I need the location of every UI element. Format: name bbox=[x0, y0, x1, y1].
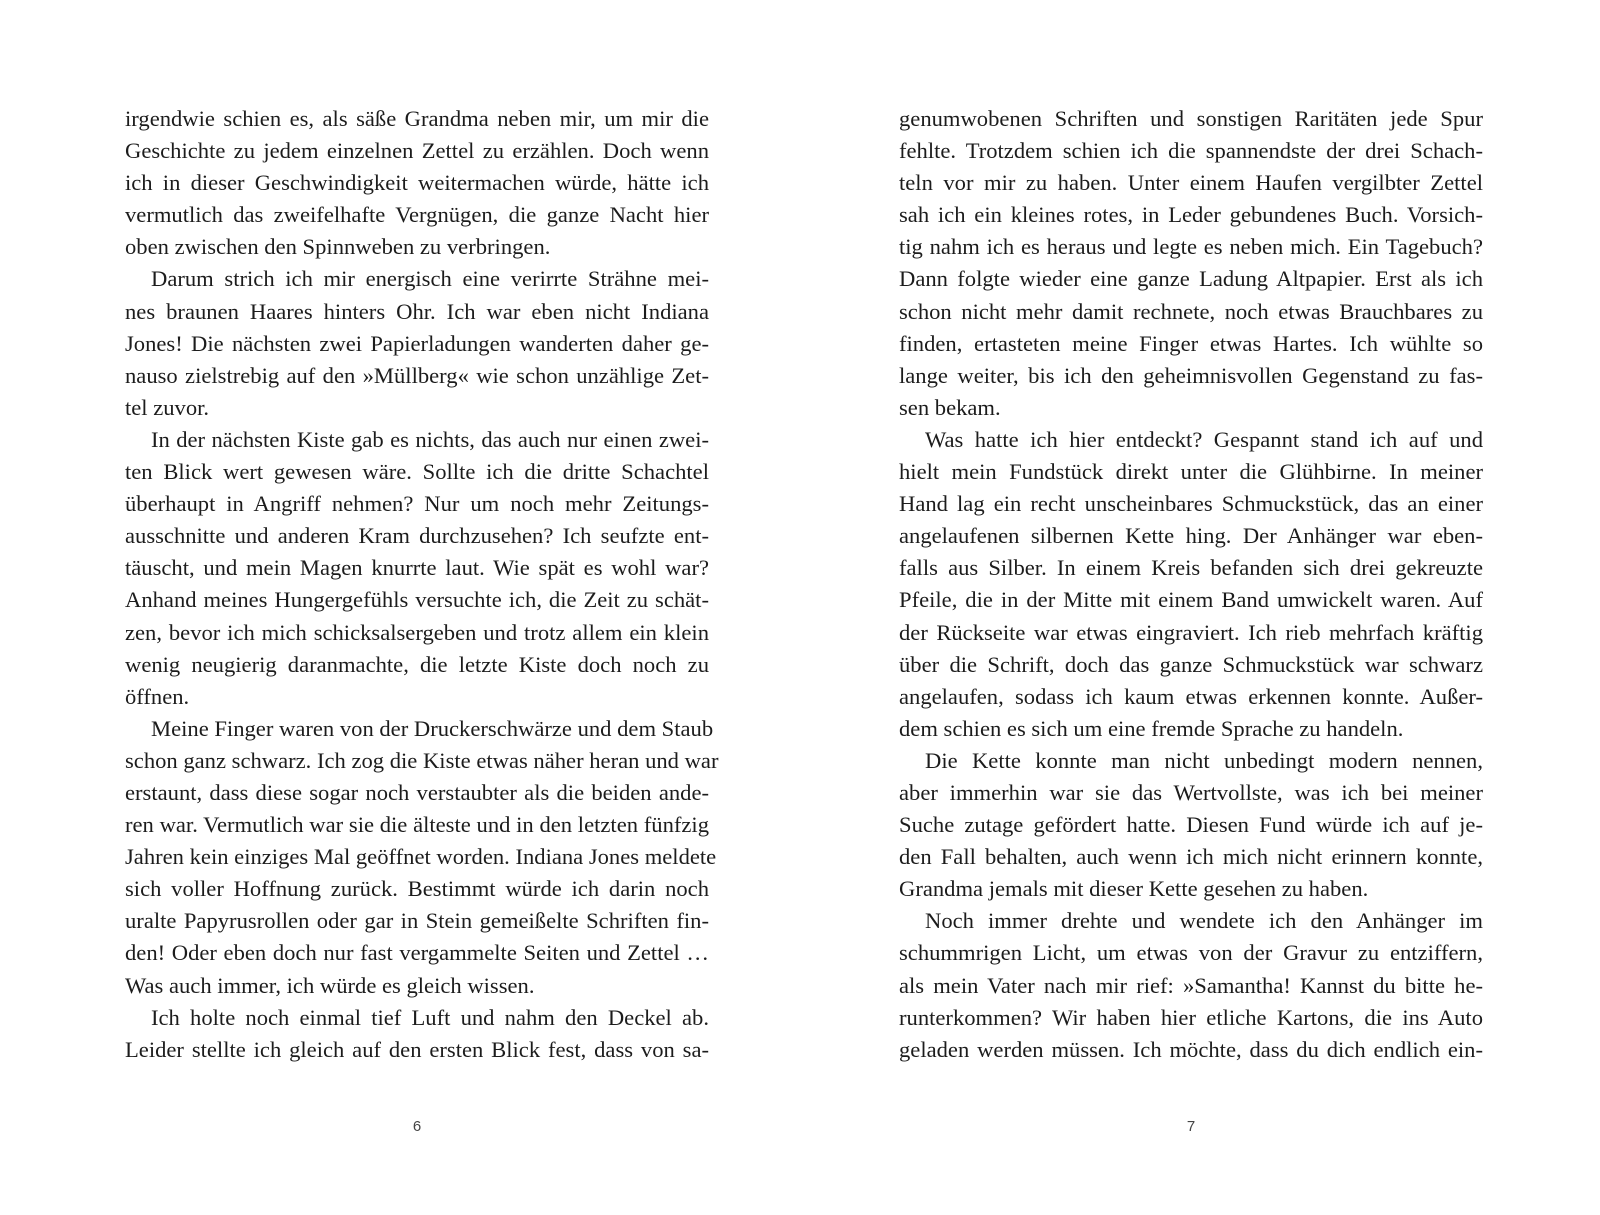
text-line: schon nicht mehr damit rechnete, noch etwas Brauchbares zu bbox=[899, 298, 1483, 324]
text-line: angelaufen, sodass ich kaum etwas erkennen konnte. Außer- bbox=[899, 683, 1483, 709]
text-line: täuscht, und mein Magen knurrte laut. Wie spät es wohl war? bbox=[125, 555, 709, 581]
text-line: Was hatte ich hier entdeckt? Gespannt stand ich auf und bbox=[925, 426, 1483, 452]
text-line: oben zwischen den Spinnweben zu verbringen. bbox=[125, 234, 551, 260]
text-line: geladen werden müssen. Ich möchte, dass du dich endlich ein- bbox=[899, 1036, 1483, 1062]
text-line: uralte Papyrusrollen oder gar in Stein gemeißelte Schriften fin- bbox=[125, 908, 709, 934]
text-line: Dann folgte wieder eine ganze Ladung Altpapier. Erst als ich bbox=[899, 266, 1483, 292]
text-line: hielt mein Fundstück direkt unter die Glühbirne. In meiner bbox=[899, 459, 1483, 485]
text-line: runterkommen? Wir haben hier etliche Kartons, die ins Auto bbox=[899, 1004, 1483, 1030]
text-line: Pfeile, die in der Mitte mit einem Band umwickelt waren. Auf bbox=[899, 587, 1483, 613]
text-line: genumwobenen Schriften und sonstigen Raritäten jede Spur bbox=[899, 106, 1483, 131]
text-line: Die Kette konnte man nicht unbedingt modern nennen, bbox=[925, 747, 1483, 773]
text-line: Was auch immer, ich würde es gleich wissen. bbox=[125, 972, 535, 998]
text-line: aber immerhin war sie das Wertvollste, was ich bei meiner bbox=[899, 779, 1483, 805]
text-line: ten Blick wert gewesen wäre. Sollte ich die dritte Schachtel bbox=[125, 459, 709, 485]
text-line: teln vor mir zu haben. Unter einem Haufen vergilbter Zettel bbox=[899, 170, 1483, 196]
text-line: ren war. Vermutlich war sie die älteste und in den letzten fünfzig bbox=[125, 812, 709, 838]
page-number-left: 6 bbox=[412, 1118, 422, 1135]
page-number-right: 7 bbox=[1186, 1118, 1196, 1135]
text-line: In der nächsten Kiste gab es nichts, das auch nur einen zwei- bbox=[151, 426, 709, 452]
text-line: finden, ertasteten meine Finger etwas Hartes. Ich wühlte so bbox=[899, 330, 1483, 356]
text-line: tel zuvor. bbox=[125, 394, 210, 420]
text-line: über die Schrift, doch das ganze Schmuckstück war schwarz bbox=[899, 651, 1483, 677]
text-line: den! Oder eben doch nur fast vergammelte Seiten und Zettel … bbox=[125, 940, 709, 966]
text-line: Grandma jemals mit dieser Kette gesehen zu haben. bbox=[899, 876, 1369, 902]
text-line: als mein Vater nach mir rief: »Samantha! Kannst du bitte he- bbox=[899, 972, 1483, 998]
text-line: Darum strich ich mir energisch eine verirrte Strähne mei- bbox=[151, 266, 709, 292]
text-line: Leider stellte ich gleich auf den ersten Blick fest, dass von sa- bbox=[125, 1036, 709, 1062]
text-line: überhaupt in Angriff nehmen? Nur um noch mehr Zeitungs- bbox=[125, 491, 709, 517]
text-line: Hand lag ein recht unscheinbares Schmuckstück, das an einer bbox=[899, 491, 1483, 517]
text-line: erstaunt, dass diese sogar noch verstaubter als die beiden ande- bbox=[125, 779, 709, 805]
text-line: angelaufenen silbernen Kette hing. Der Anhänger war eben- bbox=[899, 523, 1483, 549]
text-line: sich voller Hoffnung zurück. Bestimmt würde ich darin noch bbox=[125, 876, 709, 902]
text-line: der Rückseite war etwas eingraviert. Ich rieb mehrfach kräftig bbox=[899, 619, 1483, 645]
text-line: Suche zutage gefördert hatte. Diesen Fund würde ich auf je- bbox=[899, 812, 1483, 838]
text-line: Jahren kein einziges Mal geöffnet worden. Indiana Jones meldete bbox=[125, 844, 717, 870]
text-line: Jones! Die nächsten zwei Papierladungen wanderten daher ge- bbox=[125, 330, 709, 356]
text-line: Ich holte noch einmal tief Luft und nahm den Deckel ab. bbox=[151, 1004, 709, 1030]
text-line: sah ich ein kleines rotes, in Leder gebundenes Buch. Vorsich- bbox=[899, 202, 1483, 228]
text-line: nes braunen Haares hinters Ohr. Ich war eben nicht Indiana bbox=[125, 298, 709, 324]
text-line: ich in dieser Geschwindigkeit weitermachen würde, hätte ich bbox=[125, 170, 709, 196]
text-line: öffnen. bbox=[125, 683, 190, 709]
text-line: schummrigen Licht, um etwas von der Gravur zu entziffern, bbox=[899, 940, 1483, 966]
text-line: Anhand meines Hungergefühls versuchte ich, die Zeit zu schät- bbox=[125, 587, 709, 613]
text-line: wenig neugierig daranmachte, die letzte Kiste doch noch zu bbox=[125, 651, 709, 677]
right-page-body bbox=[899, 103, 1483, 1066]
text-line: den Fall behalten, auch wenn ich mich nicht erinnern konnte, bbox=[899, 844, 1483, 870]
text-line: ausschnitte und anderen Kram durchzusehen? Ich seufzte ent- bbox=[125, 523, 709, 549]
text-line: tig nahm ich es heraus und legte es neben mich. Ein Tagebuch? bbox=[899, 234, 1483, 260]
text-line: zen, bevor ich mich schicksalsergeben und trotz allem ein klein bbox=[125, 619, 709, 645]
text-line: Geschichte zu jedem einzelnen Zettel zu erzählen. Doch wenn bbox=[125, 138, 709, 164]
text-line: nauso zielstrebig auf den »Müllberg« wie schon unzählige Zet- bbox=[125, 362, 709, 388]
text-line: irgendwie schien es, als säße Grandma neben mir, um mir die bbox=[125, 106, 709, 131]
text-line: vermutlich das zweifelhafte Vergnügen, die ganze Nacht hier bbox=[125, 202, 709, 228]
text-line: schon ganz schwarz. Ich zog die Kiste etwas näher heran und war bbox=[125, 747, 719, 773]
text-line: lange weiter, bis ich den geheimnisvollen Gegenstand zu fas- bbox=[899, 362, 1483, 388]
text-line: Meine Finger waren von der Druckerschwärze und dem Staub bbox=[151, 715, 714, 741]
text-line: sen bekam. bbox=[899, 394, 1001, 420]
left-page-body bbox=[125, 103, 719, 1066]
text-line: Noch immer drehte und wendete ich den Anhänger im bbox=[925, 908, 1483, 934]
text-line: fehlte. Trotzdem schien ich die spannendste der drei Schach- bbox=[899, 138, 1483, 164]
text-line: falls aus Silber. In einem Kreis befanden sich drei gekreuzte bbox=[899, 555, 1483, 581]
text-line: dem schien es sich um eine fremde Sprache zu handeln. bbox=[899, 715, 1404, 741]
